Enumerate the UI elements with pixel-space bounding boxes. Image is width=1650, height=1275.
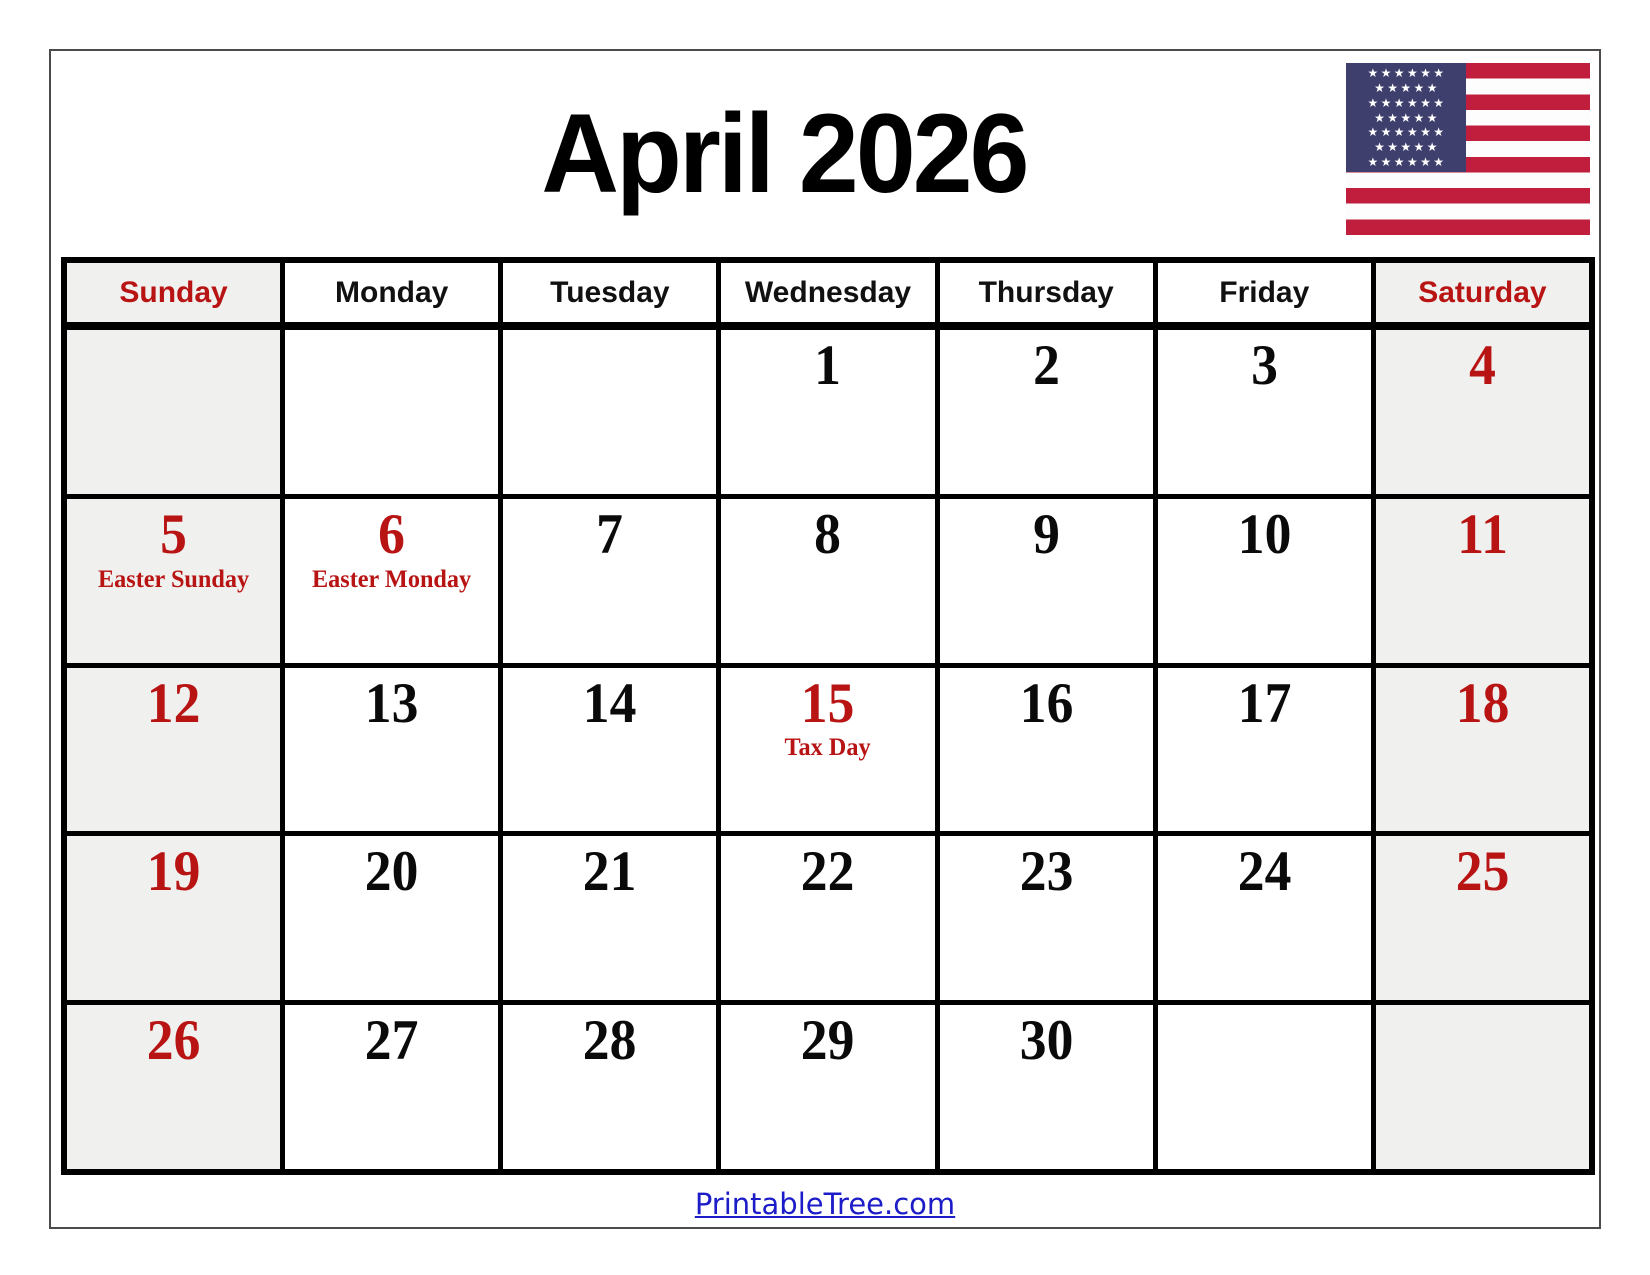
day-number: 6 bbox=[378, 502, 406, 566]
day-number: 14 bbox=[583, 671, 637, 735]
us-flag-icon bbox=[1346, 63, 1590, 235]
day-number: 10 bbox=[1237, 502, 1292, 566]
weekday-header-thursday: Thursday bbox=[940, 263, 1153, 325]
day-cell-12 bbox=[67, 668, 280, 832]
day-number: 19 bbox=[146, 840, 201, 904]
day-cell-empty bbox=[503, 330, 716, 494]
header-area bbox=[51, 89, 1517, 218]
day-number: 2 bbox=[1032, 334, 1060, 397]
day-number: 18 bbox=[1455, 671, 1510, 735]
calendar-page bbox=[49, 49, 1601, 1229]
weekday-header-tuesday: Tuesday bbox=[503, 263, 716, 325]
day-number: 7 bbox=[596, 502, 624, 566]
calendar-grid bbox=[61, 257, 1595, 1175]
us-flag-star-row: ★ ★ ★ ★ ★ bbox=[1374, 110, 1438, 125]
us-flag-star-row: ★ ★ ★ ★ ★ ★ bbox=[1367, 65, 1445, 80]
holiday-label: Easter Sunday bbox=[97, 565, 250, 593]
weekday-header-sunday: Sunday bbox=[67, 263, 280, 325]
day-number: 30 bbox=[1019, 1009, 1073, 1073]
day-cell-29 bbox=[721, 1005, 934, 1169]
day-cell-25 bbox=[1376, 836, 1589, 1000]
day-cell-16 bbox=[940, 668, 1153, 832]
day-cell-5 bbox=[67, 499, 280, 663]
holiday-label: Tax Day bbox=[784, 734, 871, 762]
day-cell-15 bbox=[721, 668, 934, 832]
page-title: April 2026 bbox=[541, 91, 1027, 216]
day-cell-3 bbox=[1158, 330, 1371, 494]
day-number: 20 bbox=[364, 840, 419, 904]
day-cell-20 bbox=[285, 836, 498, 1000]
day-number: 24 bbox=[1237, 840, 1292, 904]
day-number: 23 bbox=[1019, 840, 1073, 904]
day-cell-empty bbox=[67, 330, 280, 494]
day-cell-22 bbox=[721, 836, 934, 1000]
day-number: 16 bbox=[1019, 671, 1073, 735]
day-number: 9 bbox=[1032, 502, 1060, 566]
day-number: 13 bbox=[364, 671, 419, 735]
us-flag-star-row: ★ ★ ★ ★ ★ ★ bbox=[1367, 125, 1445, 140]
day-number: 21 bbox=[583, 840, 637, 904]
day-number: 3 bbox=[1250, 334, 1278, 397]
day-cell-18 bbox=[1376, 668, 1589, 832]
day-cell-empty bbox=[1158, 1005, 1371, 1169]
us-flag-canton bbox=[1346, 63, 1466, 172]
day-cell-13 bbox=[285, 668, 498, 832]
day-number: 29 bbox=[801, 1009, 855, 1073]
day-cell-24 bbox=[1158, 836, 1371, 1000]
day-cell-19 bbox=[67, 836, 280, 1000]
weekday-header-wednesday: Wednesday bbox=[721, 263, 934, 325]
day-number: 5 bbox=[160, 502, 187, 566]
day-number: 26 bbox=[146, 1009, 201, 1073]
day-number: 11 bbox=[1457, 502, 1508, 566]
day-cell-14 bbox=[503, 668, 716, 832]
day-cell-26 bbox=[67, 1005, 280, 1169]
day-cell-6 bbox=[285, 499, 498, 663]
us-flag-star-row: ★ ★ ★ ★ ★ ★ bbox=[1367, 155, 1445, 170]
day-cell-7 bbox=[503, 499, 716, 663]
day-cell-11 bbox=[1376, 499, 1589, 663]
day-number: 28 bbox=[583, 1009, 637, 1073]
day-number: 4 bbox=[1469, 334, 1496, 397]
footer-link[interactable]: PrintableTree.com bbox=[694, 1187, 956, 1221]
day-cell-10 bbox=[1158, 499, 1371, 663]
holiday-label: Easter Monday bbox=[312, 565, 472, 593]
day-number: 1 bbox=[814, 334, 842, 397]
day-cell-27 bbox=[285, 1005, 498, 1169]
day-cell-2 bbox=[940, 330, 1153, 494]
day-number: 12 bbox=[146, 671, 201, 735]
day-number: 17 bbox=[1237, 671, 1292, 735]
day-number: 25 bbox=[1455, 840, 1510, 904]
us-flag-star-row: ★ ★ ★ ★ ★ bbox=[1374, 80, 1438, 95]
day-cell-21 bbox=[503, 836, 716, 1000]
day-cell-empty bbox=[1376, 1005, 1589, 1169]
day-number: 27 bbox=[364, 1009, 419, 1073]
us-flag-star-row: ★ ★ ★ ★ ★ ★ bbox=[1367, 95, 1445, 110]
day-cell-8 bbox=[721, 499, 934, 663]
day-cell-empty bbox=[285, 330, 498, 494]
day-cell-4 bbox=[1376, 330, 1589, 494]
day-cell-17 bbox=[1158, 668, 1371, 832]
day-cell-23 bbox=[940, 836, 1153, 1000]
day-number: 8 bbox=[814, 502, 842, 566]
day-number: 22 bbox=[801, 840, 855, 904]
weekday-header-friday: Friday bbox=[1158, 263, 1371, 325]
weekday-header-saturday: Saturday bbox=[1376, 263, 1589, 325]
us-flag-star-row: ★ ★ ★ ★ ★ bbox=[1374, 140, 1438, 155]
day-number: 15 bbox=[801, 671, 855, 735]
day-cell-1 bbox=[721, 330, 934, 494]
day-cell-9 bbox=[940, 499, 1153, 663]
weekday-header-monday: Monday bbox=[285, 263, 498, 325]
footer bbox=[51, 1187, 1599, 1221]
day-cell-28 bbox=[503, 1005, 716, 1169]
day-cell-30 bbox=[940, 1005, 1153, 1169]
